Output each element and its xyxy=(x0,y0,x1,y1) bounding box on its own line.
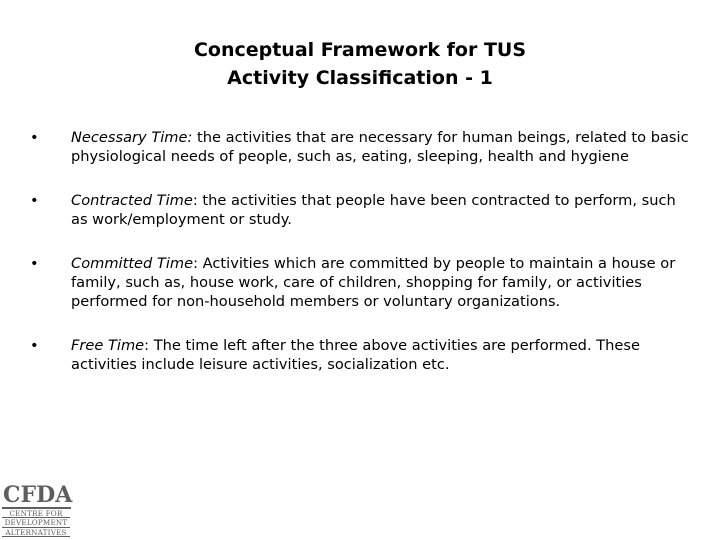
bullet-dot-icon: • xyxy=(30,255,39,272)
logo-sub-line-3: ALTERNATIVES xyxy=(2,528,70,537)
bullet-dot-icon: • xyxy=(30,192,39,209)
logo-mark: CFDA xyxy=(3,482,73,508)
slide-title xyxy=(0,36,720,92)
bullet-contracted-time xyxy=(30,191,690,229)
bullet-dot-icon: • xyxy=(30,129,39,146)
bullet-text: : Activities which are committed by people to maintain a house or family, such as, house work, care of children, shopping for family, or activities performed for non-household members or voluntary organizations. xyxy=(71,255,676,310)
logo-sub-line-2: DEVELOPMENT xyxy=(2,518,70,527)
bullet-dot-icon: • xyxy=(30,337,39,354)
bullet-term: Contracted Time xyxy=(71,192,193,209)
slide-title-line-2: Activity Classification - 1 xyxy=(227,67,493,89)
bullet-necessary-time xyxy=(30,128,690,166)
bullet-free-time xyxy=(30,336,690,374)
bullet-list xyxy=(30,128,690,399)
bullet-text: : the activities that people have been contracted to perform, such as work/employment or study. xyxy=(71,192,676,228)
bullet-term: Free Time xyxy=(71,337,145,354)
bullet-term: Committed Time xyxy=(71,255,194,272)
slide-title-line-1: Conceptual Framework for TUS xyxy=(193,39,527,61)
bullet-text: : The time left after the three above activities are performed. These activities include leisure activities, socialization etc. xyxy=(71,337,640,373)
bullet-text: the activities that are necessary for human beings, related to basic physiological needs of people, such as, eating, sleeping, health and hygiene xyxy=(71,129,689,165)
bullet-term: Necessary Time: xyxy=(71,129,193,146)
bullet-committed-time xyxy=(30,254,690,311)
cfda-logo xyxy=(2,483,74,539)
logo-sub-line-1: CENTRE FOR xyxy=(2,509,70,518)
